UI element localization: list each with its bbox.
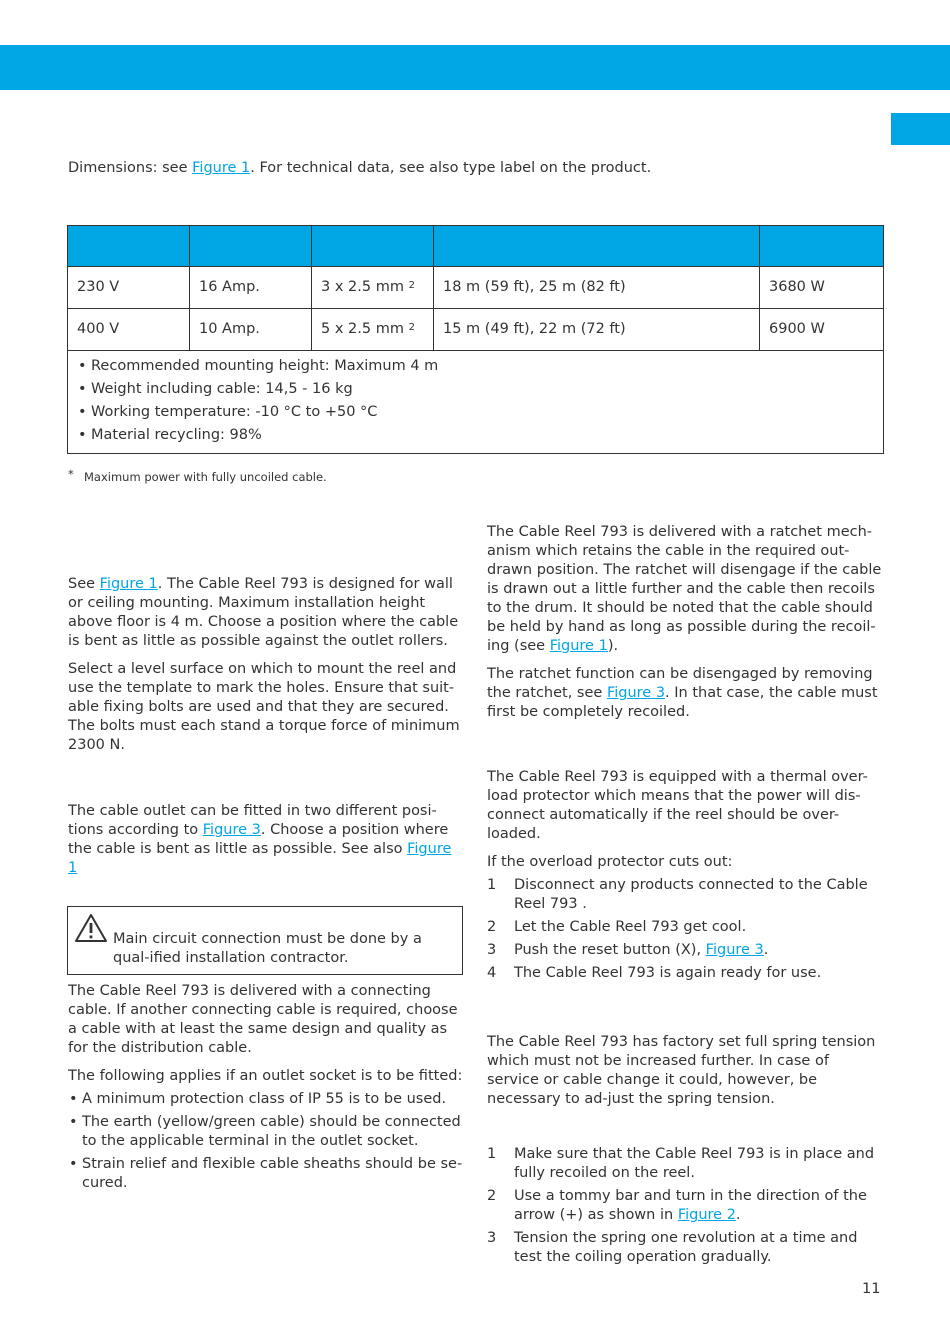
step-text: . bbox=[763, 942, 769, 958]
step-number: 3 bbox=[487, 1230, 497, 1246]
footnote-text: Maximum power with fully uncoiled cable. bbox=[84, 470, 327, 484]
power-cell: 6900 W bbox=[760, 309, 884, 351]
socket-requirements-list bbox=[68, 1090, 464, 1193]
length-cell: 15 m (49 ft), 22 m (72 ft) bbox=[434, 309, 760, 351]
warning-icon bbox=[74, 913, 108, 943]
step-text: The Cable Reel 793 is again ready for use. bbox=[514, 965, 822, 981]
list-item: • Working temperature: -10 °C to +50 °C bbox=[77, 403, 874, 422]
spring-tension-section bbox=[487, 1033, 883, 1109]
voltage-cell: 230 V bbox=[68, 267, 190, 309]
length-cell: 18 m (59 ft), 25 m (82 ft) bbox=[434, 267, 760, 309]
text: See bbox=[68, 576, 100, 592]
warning-text: Main circuit connection must be done by a qual-ified installation contractor. bbox=[113, 931, 422, 966]
text: The ratchet function can be disengaged by removing the ratchet, see bbox=[487, 666, 873, 701]
cable-value: 5 x 2.5 mm bbox=[321, 320, 404, 337]
step-text: Push the reset button (X), bbox=[514, 942, 706, 958]
tension-steps-list bbox=[487, 1145, 883, 1267]
paragraph: The following applies if an outlet socket is to be fitted: bbox=[68, 1068, 463, 1084]
list-item bbox=[487, 964, 883, 983]
overload-section bbox=[487, 768, 883, 987]
list-item bbox=[487, 1187, 883, 1225]
paragraph: The Cable Reel 793 has factory set full spring tension which must not be increased further. In case of service or cable change it could, however, be necessary to ad-just the spring tension. bbox=[487, 1034, 876, 1107]
mounting-section bbox=[68, 575, 464, 755]
paragraph bbox=[487, 665, 883, 722]
step-number: 1 bbox=[487, 877, 497, 893]
header-cell bbox=[434, 226, 760, 267]
step-text: Use a tommy bar and turn in the direction of the arrow (+) as shown in bbox=[514, 1188, 867, 1223]
list-item: • Recommended mounting height: Maximum 4 m bbox=[77, 357, 874, 376]
text: ). bbox=[607, 638, 619, 654]
figure-3-link[interactable]: Figure 3 bbox=[202, 822, 261, 838]
paragraph bbox=[68, 575, 464, 651]
list-item: • Strain relief and flexible cable sheaths should be se-cured. bbox=[68, 1155, 464, 1193]
paragraph: The Cable Reel 793 is delivered with a connecting cable. If another connecting cable is required, choose a cable with at least the same design and quality as for the distribution cable. bbox=[68, 983, 458, 1056]
step-number: 2 bbox=[487, 919, 497, 935]
figure-1-link[interactable]: Figure 1 bbox=[99, 576, 158, 592]
warning-box bbox=[67, 906, 463, 975]
text: . The Cable Reel 793 is designed for wall or ceiling mounting. Maximum installation height above floor is 4 m. Choose a position where the cable is bent as little as possible against the outlet rollers. bbox=[68, 576, 459, 649]
cable-cell bbox=[312, 267, 434, 309]
step-number: 3 bbox=[487, 942, 497, 958]
list-item bbox=[487, 1229, 883, 1267]
list-item bbox=[487, 876, 883, 914]
step-text: . bbox=[735, 1207, 741, 1223]
paragraph: The Cable Reel 793 is equipped with a thermal over-load protector which means that the power will dis-connect automatically if the reel should be over-loaded. bbox=[487, 769, 868, 842]
ratchet-section bbox=[487, 523, 883, 722]
step-number: 4 bbox=[487, 965, 497, 981]
header-cell bbox=[760, 226, 884, 267]
list-item bbox=[487, 1145, 883, 1183]
figure-1-link[interactable]: Figure 1 bbox=[192, 160, 251, 176]
figure-3-link[interactable]: Figure 3 bbox=[705, 942, 764, 958]
table-row bbox=[68, 267, 884, 309]
section-tab bbox=[891, 113, 950, 145]
tension-steps-section bbox=[487, 1145, 883, 1271]
spec-notes-list bbox=[77, 357, 874, 445]
footnote-mark: * bbox=[68, 467, 74, 481]
figure-1-link[interactable]: Figure 1 bbox=[68, 841, 452, 876]
cable-cell bbox=[312, 309, 434, 351]
overload-steps-list bbox=[487, 876, 883, 983]
text: The cable outlet can be fitted in two different posi-tions according to bbox=[68, 803, 437, 838]
step-text: Tension the spring one revolution at a time and test the coiling operation gradually. bbox=[514, 1230, 858, 1265]
page-number: 11 bbox=[862, 1281, 881, 1297]
step-number: 1 bbox=[487, 1146, 497, 1162]
table-header-row bbox=[68, 226, 884, 267]
current-cell: 10 Amp. bbox=[190, 309, 312, 351]
voltage-cell: 400 V bbox=[68, 309, 190, 351]
paragraph: Select a level surface on which to mount the reel and use the template to mark the holes. Ensure that suit-able fixing bolts are used and that they are secured. The bolts must each stand a torque force of minimum 2300 N. bbox=[68, 661, 460, 753]
cable-outlet-section bbox=[68, 802, 464, 878]
list-item: • The earth (yellow/green cable) should be connected to the applicable terminal in the outlet socket. bbox=[68, 1113, 464, 1151]
current-cell: 16 Amp. bbox=[190, 267, 312, 309]
text: . Choose a position where the cable is bent as little as possible. See also bbox=[68, 822, 449, 857]
intro-text-end: . For technical data, see also type label on the product. bbox=[250, 160, 652, 176]
step-text: Let the Cable Reel 793 get cool. bbox=[514, 919, 747, 935]
paragraph: If the overload protector cuts out: bbox=[487, 854, 733, 870]
technical-data-table bbox=[67, 225, 884, 454]
dimensions-intro bbox=[68, 159, 868, 178]
text: . In that case, the cable must first be completely recoiled. bbox=[487, 685, 878, 720]
figure-2-link[interactable]: Figure 2 bbox=[677, 1207, 736, 1223]
list-item: • A minimum protection class of IP 55 is to be used. bbox=[68, 1090, 464, 1109]
text: The Cable Reel 793 is delivered with a ratchet mech-anism which retains the cable in the required out-drawn position. The ratchet will disengage if the cable is drawn out a little further and the cable then recoils to the drum. It should be noted that the cable should be held by hand as long as possible during the recoil-ing (see bbox=[487, 524, 882, 654]
header-cell bbox=[190, 226, 312, 267]
table-notes-row bbox=[68, 351, 884, 454]
intro-text: Dimensions: see bbox=[68, 160, 193, 176]
header-cell bbox=[312, 226, 434, 267]
step-text: Disconnect any products connected to the Cable Reel 793 . bbox=[514, 877, 868, 912]
list-item bbox=[487, 918, 883, 937]
table-row bbox=[68, 309, 884, 351]
superscript: 2 bbox=[408, 279, 415, 291]
paragraph bbox=[487, 523, 883, 656]
notes-cell bbox=[68, 351, 884, 454]
connection-section bbox=[68, 982, 464, 1193]
power-cell: 3680 W bbox=[760, 267, 884, 309]
header-cell bbox=[68, 226, 190, 267]
figure-1-link[interactable]: Figure 1 bbox=[549, 638, 608, 654]
list-item: • Material recycling: 98% bbox=[77, 426, 874, 445]
list-item bbox=[487, 941, 883, 960]
header-bar bbox=[0, 45, 950, 90]
figure-3-link[interactable]: Figure 3 bbox=[606, 685, 666, 701]
step-number: 2 bbox=[487, 1188, 497, 1204]
step-text: Make sure that the Cable Reel 793 is in place and fully recoiled on the reel. bbox=[514, 1146, 875, 1181]
paragraph bbox=[68, 802, 464, 878]
cable-value: 3 x 2.5 mm bbox=[321, 278, 404, 295]
list-item: • Weight including cable: 14,5 - 16 kg bbox=[77, 380, 874, 399]
superscript: 2 bbox=[408, 321, 415, 333]
